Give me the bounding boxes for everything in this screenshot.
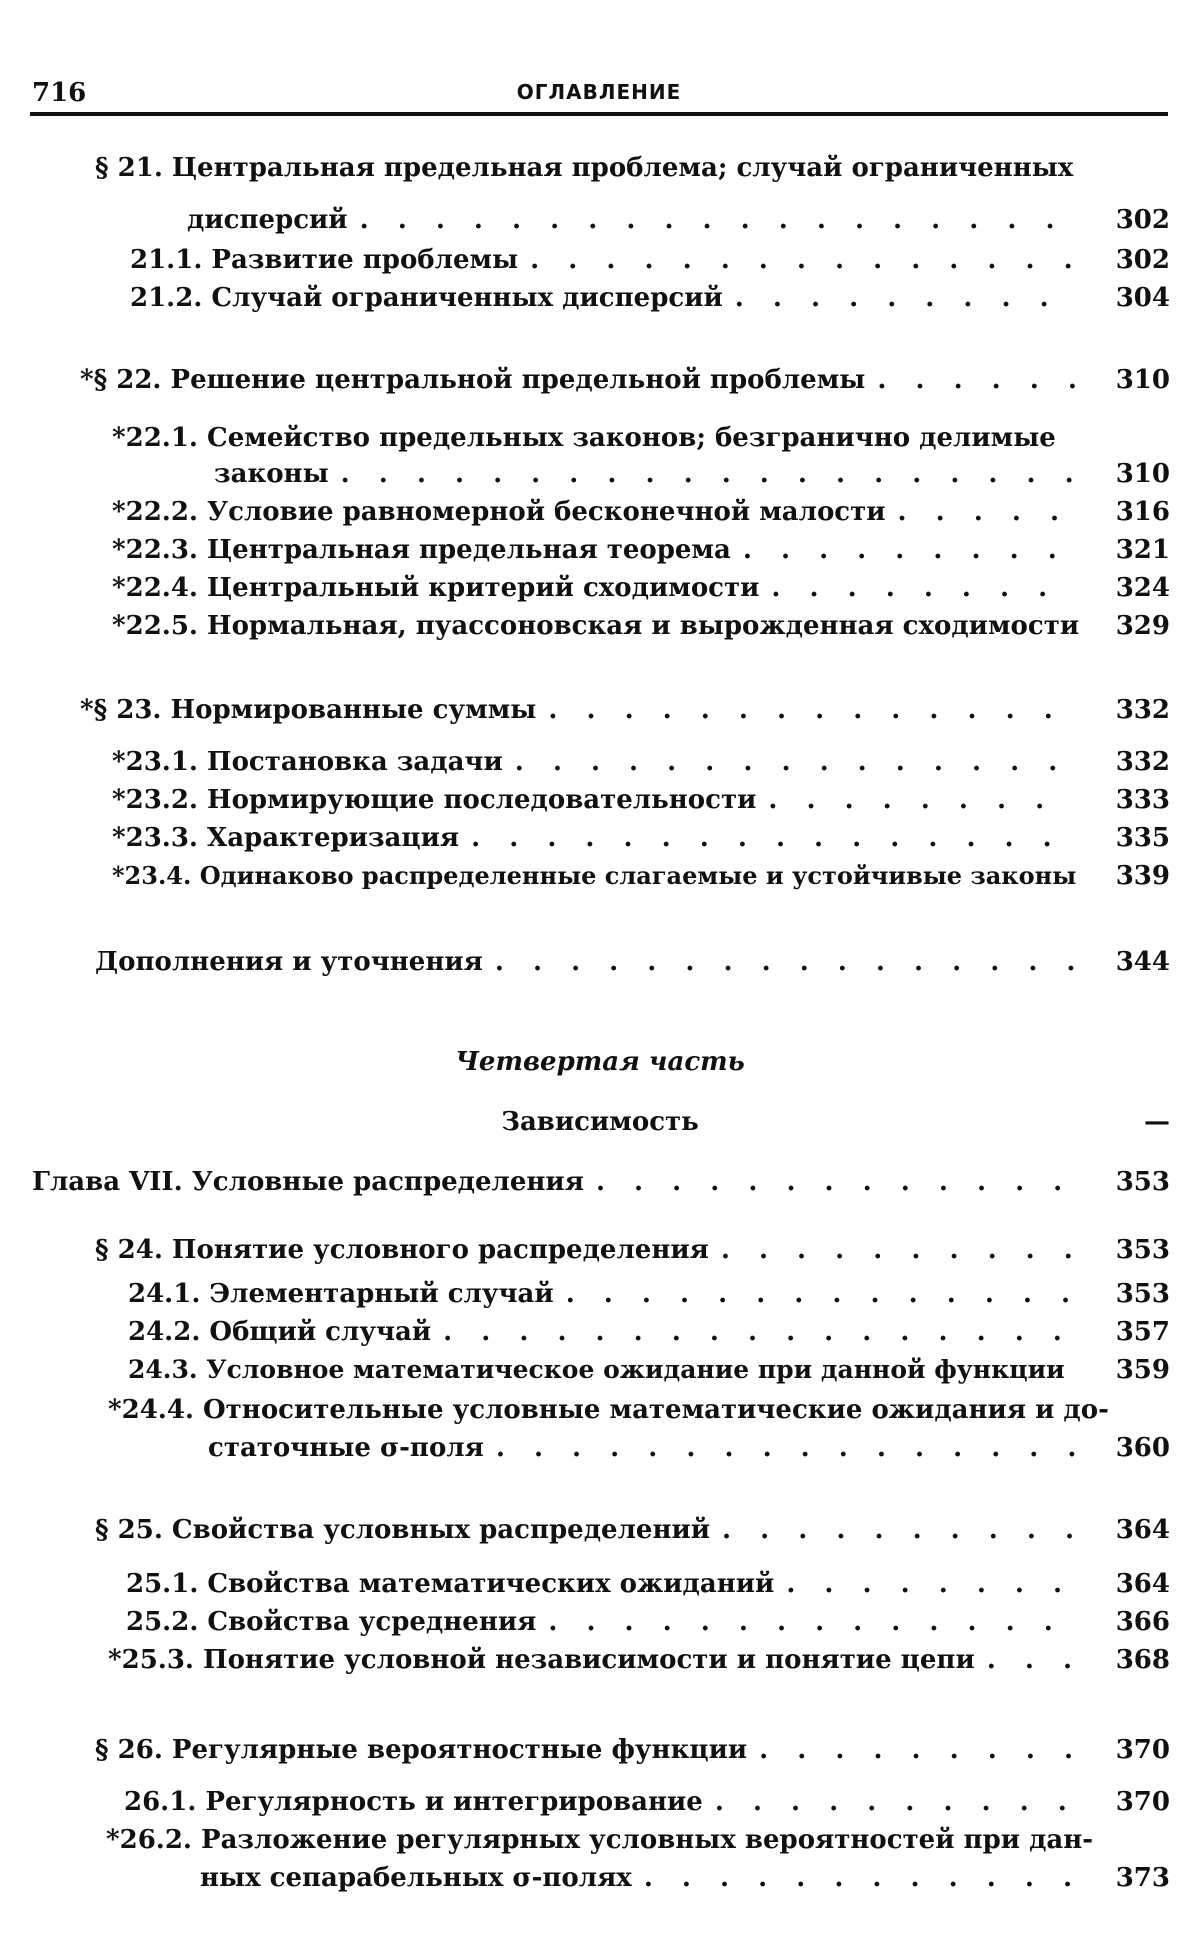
toc-page: 357 [1115,1317,1170,1347]
toc-entry-22-2: *22.2. Условие равномерной бесконечной малости . . . [112,494,1087,530]
toc-entry-section-26: § 26. Регулярные вероятностные функции . . . [95,1732,1087,1768]
toc-page: 332 [1115,695,1170,725]
toc-entry-21-1: 21.1. Развитие проблемы . . . [130,242,1087,278]
toc-page: 321 [1115,535,1170,565]
part-subtitle-page: — [1144,1107,1170,1137]
toc-page: 368 [1115,1645,1170,1675]
toc-page: 339 [1115,861,1170,891]
running-title: ОГЛАВЛЕНИЕ [516,80,682,104]
toc-entry-22-3: *22.3. Центральная предельная теорема . . . [112,532,1087,568]
toc-page: 332 [1115,747,1170,777]
toc-entry-section-21-cont: дисперсий . . . [187,202,1087,238]
toc-page: 370 [1115,1735,1170,1765]
part-subtitle: Зависимость [501,1107,699,1137]
toc-entry-25-3: *25.3. Понятие условной независимости и понятие цепи . . . [108,1642,1087,1678]
toc-page: 344 [1115,947,1170,977]
toc-entry-24-2: 24.2. Общий случай . . . [128,1314,1087,1350]
toc-entry-section-22: *§ 22. Решение центральной предельной проблемы . . . [80,362,1087,398]
toc-page: 310 [1115,365,1170,395]
toc-entry-25-1: 25.1. Свойства математических ожиданий . . . [126,1566,1087,1602]
toc-entry-chapter-7: Глава VII. Условные распределения . . . [32,1164,1087,1200]
toc-page: 324 [1115,573,1170,603]
toc-page: 310 [1115,459,1170,489]
toc-entry-26-1: 26.1. Регулярность и интегрирование . . . [124,1784,1087,1820]
part-title: Четвертая часть [455,1047,745,1077]
toc-page: 359 [1115,1355,1170,1385]
toc-page: 373 [1115,1863,1170,1893]
toc-page: 364 [1115,1515,1170,1545]
toc-entry-23-4: *23.4. Одинаково распределенные слагаемые и устойчивые законы [112,861,1077,890]
toc-page: 316 [1115,497,1170,527]
toc-entry-section-24: § 24. Понятие условного распределения . . . [95,1232,1087,1268]
toc-entry-section-21: § 21. Центральная предельная проблема; случай ограниченных [95,153,1074,183]
toc-page: 302 [1115,245,1170,275]
toc-page: 360 [1115,1433,1170,1463]
toc-page: 302 [1115,205,1170,235]
toc-page: 353 [1115,1235,1170,1265]
toc-entry-22-1-cont: законы . . . [214,456,1087,492]
toc-entry-22-1: *22.1. Семейство предельных законов; безгранично делимые [112,423,1056,453]
toc-page: 364 [1115,1569,1170,1599]
toc-entry-24-1: 24.1. Элементарный случай . . . [128,1276,1087,1312]
toc-entry-24-4-cont: статочные σ-поля . . . [208,1430,1087,1466]
toc-page: 329 [1115,611,1170,641]
toc-entry-23-3: *23.3. Характеризация . . . [112,820,1087,856]
toc-page: 335 [1115,823,1170,853]
toc-page: 304 [1115,283,1170,313]
toc-page: 353 [1115,1279,1170,1309]
toc-entry-25-2: 25.2. Свойства усреднения . . . [126,1604,1087,1640]
toc-entry-23-1: *23.1. Постановка задачи . . . [112,744,1087,780]
toc-entry-24-4: *24.4. Относительные условные математические ожидания и до- [108,1395,1109,1425]
toc-entry-22-4: *22.4. Центральный критерий сходимости . . . [112,570,1087,606]
page-number: 716 [32,78,87,108]
toc-entry-26-2-cont: ных сепарабельных σ-полях . . . [200,1860,1087,1896]
toc-page: 353 [1115,1167,1170,1197]
toc-entry-supplements: Дополнения и уточнения . . . [95,944,1087,980]
toc-page: 333 [1115,785,1170,815]
toc-entry-section-25: § 25. Свойства условных распределений . . . [95,1512,1087,1548]
toc-entry-23-2: *23.2. Нормирующие последовательности . . . [112,782,1087,818]
toc-page: 370 [1115,1787,1170,1817]
toc-entry-26-2: *26.2. Разложение регулярных условных вероятностей при дан- [106,1825,1094,1855]
toc-entry-section-23: *§ 23. Нормированные суммы . . . [80,692,1087,728]
toc-page: 366 [1115,1607,1170,1637]
toc-entry-24-3: 24.3. Условное математическое ожидание при данной функции [128,1355,1065,1384]
toc-entry-22-5: *22.5. Нормальная, пуассоновская и вырожденная сходимости [112,611,1080,641]
toc-entry-21-2: 21.2. Случай ограниченных дисперсий . . . [130,280,1087,316]
